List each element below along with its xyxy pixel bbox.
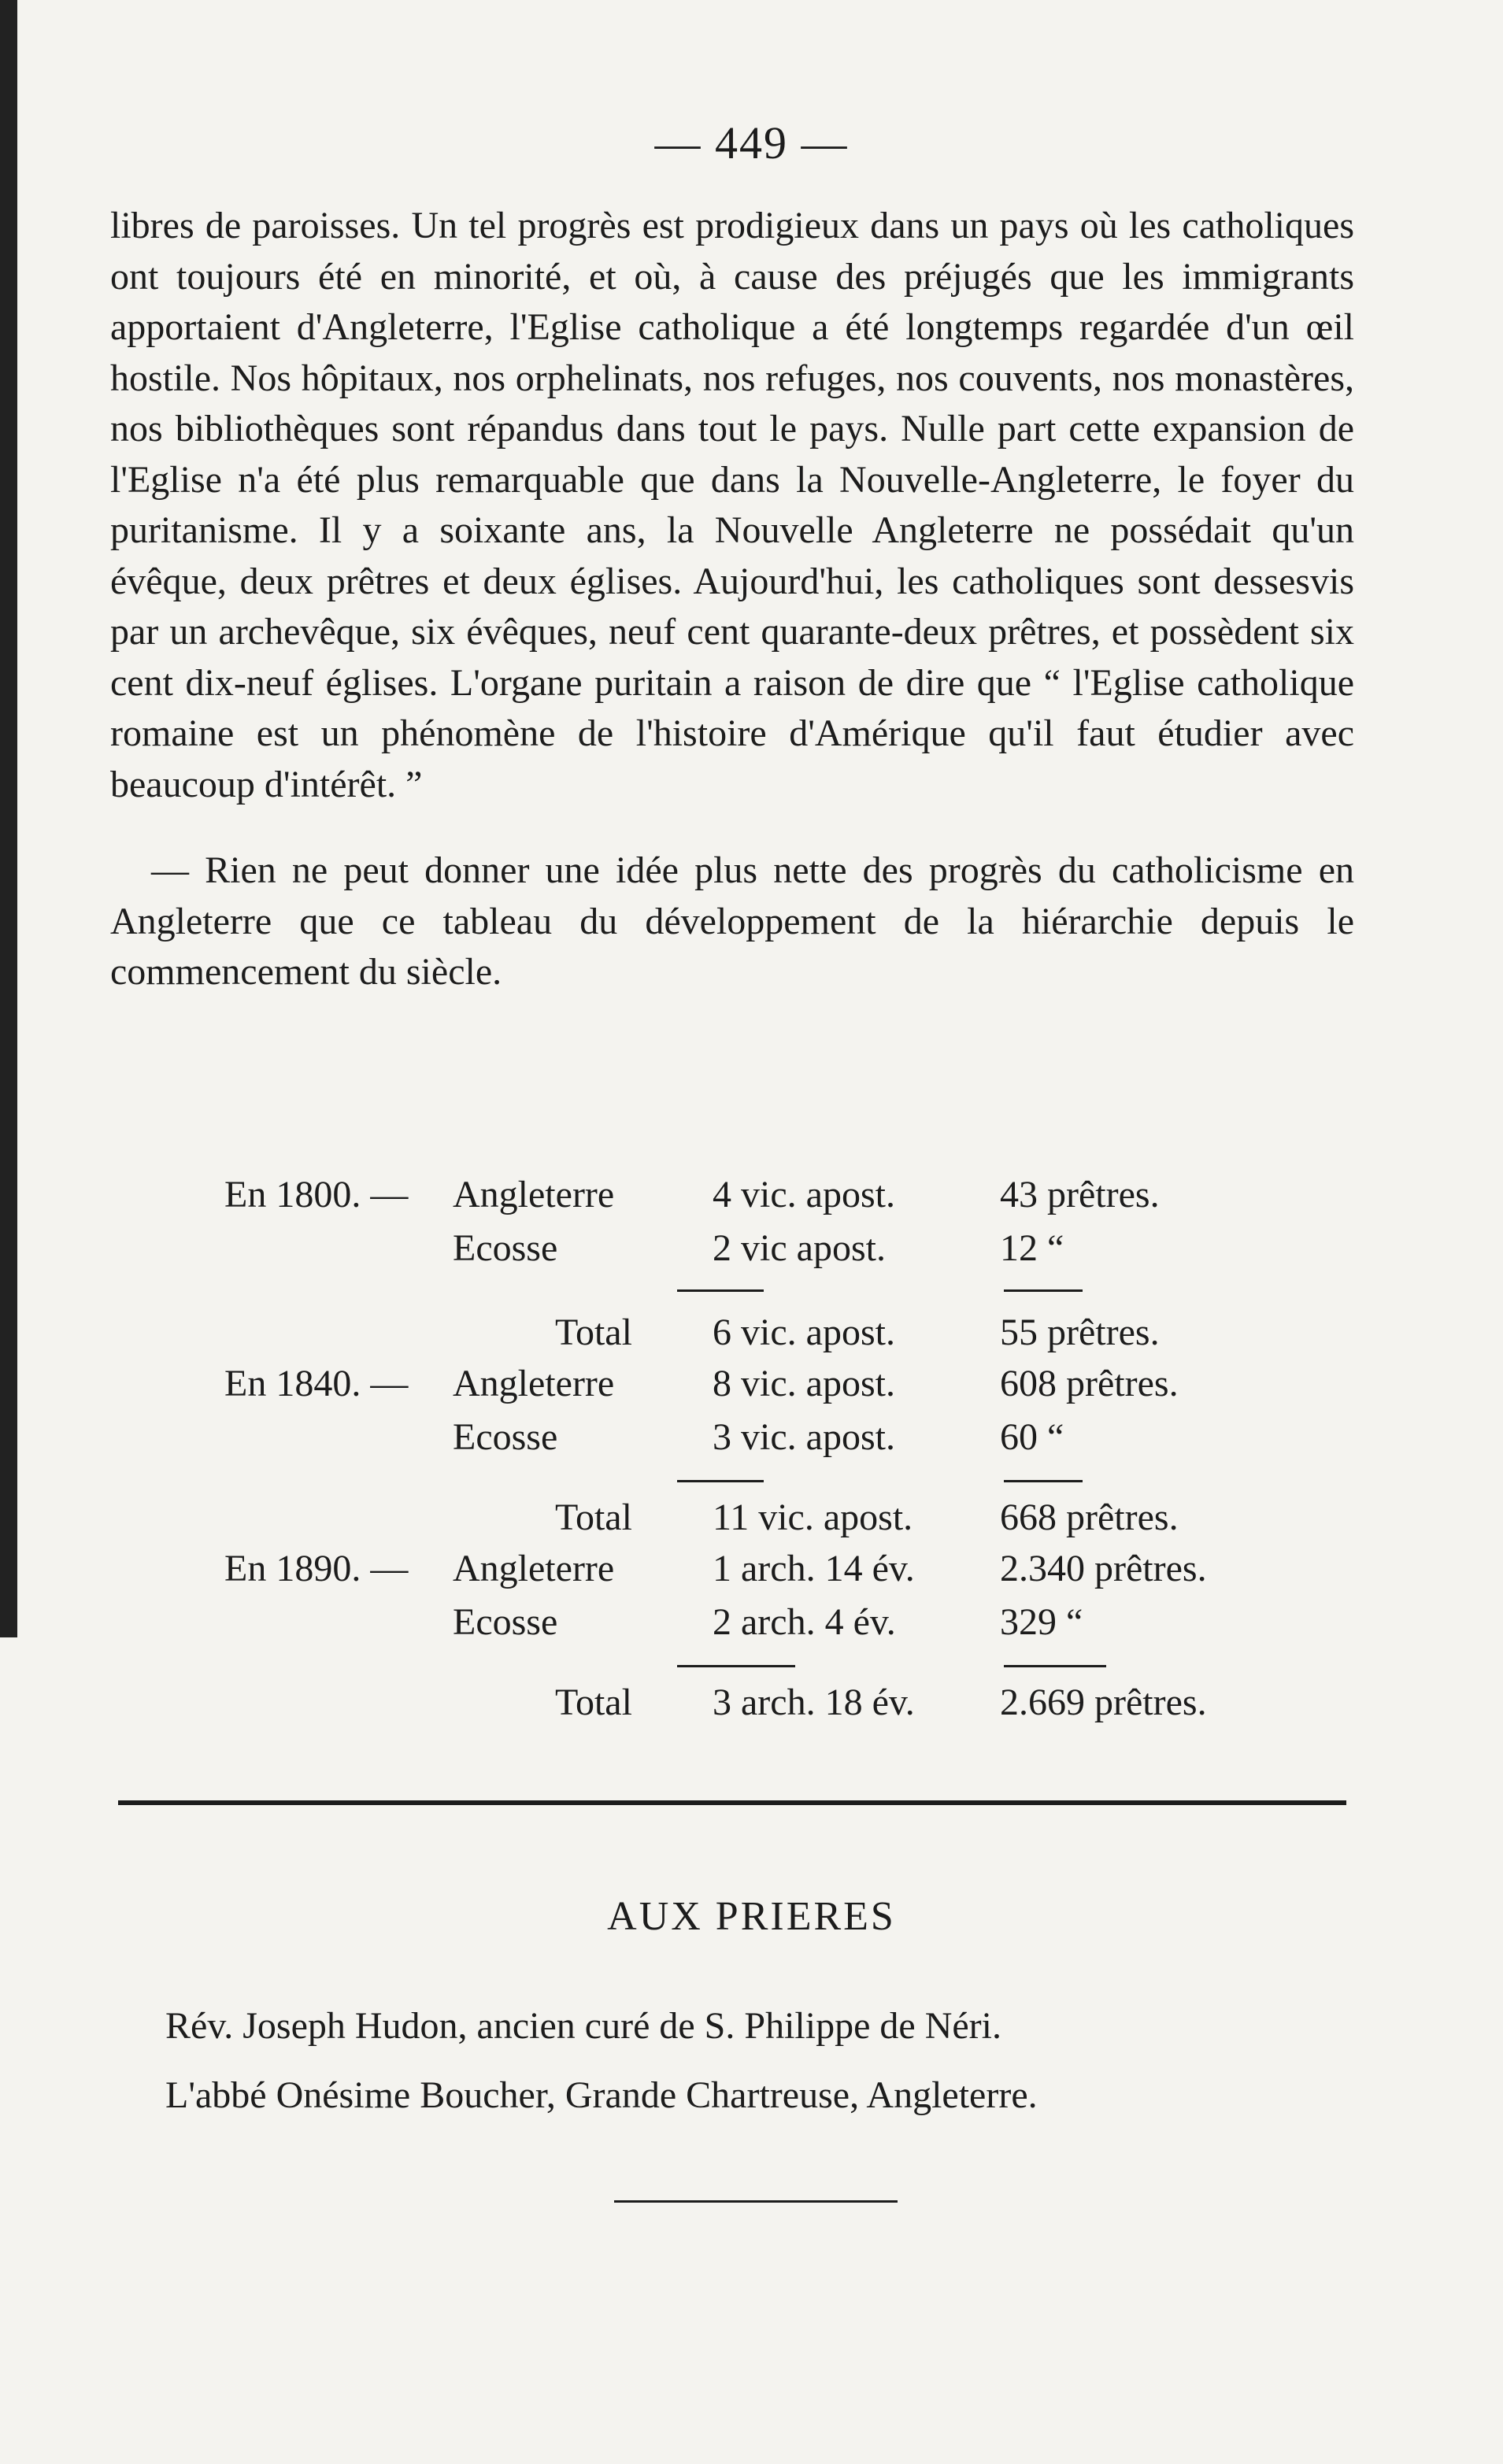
year-label: En 1890. —: [224, 1548, 409, 1589]
hierarchy-value: 4 vic. apost.: [713, 1174, 895, 1215]
paragraph-hierarchy-intro: — Rien ne peut donner une idée plus nette des progrès du catholicisme en Angleterre que ce tableau du développement de la hiérarchie depuis le commencement du siècle.: [110, 849, 1354, 993]
section-divider: [118, 1800, 1346, 1805]
hierarchy-value: 2 arch. 4 év.: [713, 1601, 896, 1643]
prayer-list: [165, 1992, 1346, 2130]
sum-rule: [677, 1665, 795, 1667]
country-label: Angleterre: [453, 1363, 615, 1404]
hierarchy-total: 6 vic. apost.: [713, 1312, 895, 1353]
country-label: Angleterre: [453, 1548, 615, 1589]
prayer-item: Rév. Joseph Hudon, ancien curé de S. Philippe de Néri.: [165, 2005, 1001, 2047]
hierarchy-value: 1 arch. 14 év.: [713, 1548, 915, 1589]
hierarchy-statistics-table: [0, 1173, 1503, 1740]
sum-rule: [677, 1289, 764, 1292]
priests-total: 55 prêtres.: [1000, 1312, 1160, 1353]
total-label: Total: [555, 1312, 632, 1353]
total-label: Total: [555, 1497, 632, 1538]
paragraph-continuation: libres de paroisses. Un tel progrès est prodigieux dans un pays où les catholiques ont toujours été en minorité, et où, à cause des préjugés que les immigrants apportaient d'Angleterre, l'Eglise catholique a été longtemps regardée d'un œil hostile. Nos hôpitaux, nos orphelinats, nos refuges, nos couvents, nos monastères, nos bibliothèques sont répandus dans tout le pays. Nulle part cette expansion de l'Eglise n'a été plus remarquable que dans la Nouvelle-Angleterre, le foyer du puritanisme. Il y a soixante ans, la Nouvelle Angleterre ne possédait qu'un évêque, deux prêtres et deux églises. Aujourd'hui, les catholiques sont dessesvis par un archevêque, six évêques, neuf cent quarante-deux prêtres, et possèdent six cent dix-neuf églises. L'organe puritain a raison de dire que “ l'Eglise catholique romaine est un phénomène de l'histoire d'Amérique qu'il faut étudier avec beaucoup d'intérêt. ”: [110, 205, 1354, 805]
country-label: Ecosse: [453, 1227, 558, 1269]
sum-rule: [1004, 1665, 1106, 1667]
country-label: Ecosse: [453, 1416, 558, 1458]
sum-rule: [1004, 1289, 1083, 1292]
hierarchy-value: 2 vic apost.: [713, 1227, 886, 1269]
page-number: — 449 —: [654, 117, 849, 168]
section-title: AUX PRIERES: [607, 1894, 896, 1939]
year-label: En 1840. —: [224, 1363, 409, 1404]
priests-value: 329 “: [1000, 1601, 1083, 1643]
hierarchy-total: 3 arch. 18 év.: [713, 1682, 915, 1723]
hierarchy-total: 11 vic. apost.: [713, 1497, 913, 1538]
priests-value: 608 prêtres.: [1000, 1363, 1179, 1404]
country-label: Angleterre: [453, 1174, 615, 1215]
year-label: En 1800. —: [224, 1174, 409, 1215]
prayer-item: L'abbé Onésime Boucher, Grande Chartreuse, Angleterre.: [165, 2074, 1038, 2116]
priests-value: 2.340 prêtres.: [1000, 1548, 1207, 1589]
country-label: Ecosse: [453, 1601, 558, 1643]
priests-total: 668 prêtres.: [1000, 1497, 1179, 1538]
priests-value: 12 “: [1000, 1227, 1064, 1269]
priests-value: 43 prêtres.: [1000, 1174, 1160, 1215]
end-rule: [614, 2200, 898, 2203]
priests-total: 2.669 prêtres.: [1000, 1682, 1207, 1723]
priests-value: 60 “: [1000, 1416, 1064, 1458]
sum-rule: [677, 1480, 764, 1482]
body-text: [110, 201, 1354, 998]
sum-rule: [1004, 1480, 1083, 1482]
hierarchy-value: 8 vic. apost.: [713, 1363, 895, 1404]
hierarchy-value: 3 vic. apost.: [713, 1416, 895, 1458]
total-label: Total: [555, 1682, 632, 1723]
